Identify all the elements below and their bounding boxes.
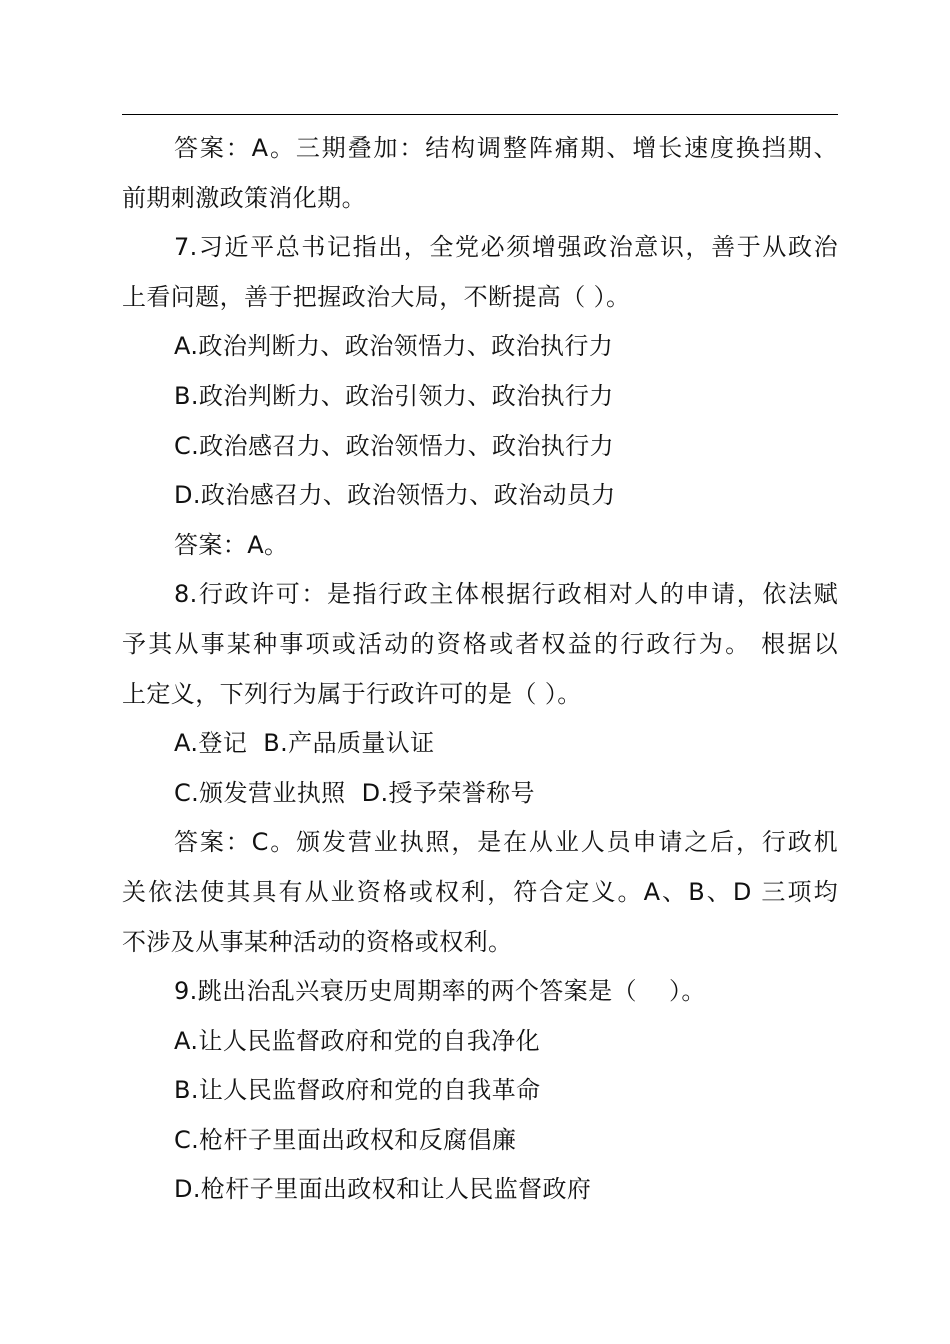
q6-answer [122, 124, 838, 223]
q8-stem-line-3: 上定义，下列行为属于行政许可的是（ ）。 [122, 679, 582, 708]
q6-answer-line-2: 前期刺激政策消化期。 [122, 183, 366, 212]
q7-stem-line-2: 上看问题，善于把握政治大局，不断提高（ ）。 [122, 282, 631, 311]
q8-stem [122, 570, 838, 719]
q9-stem: 9.跳出治乱兴衰历史周期率的两个答案是（ ）。 [174, 977, 706, 1006]
q7-answer: 答案：A。 [174, 530, 289, 559]
q9-option-d: D.枪杆子里面出政权和让人民监督政府 [174, 1175, 592, 1204]
document-body [122, 124, 838, 1215]
header-rule [122, 114, 838, 115]
q8-options-line-1: A.登记 B.产品质量认证 [174, 729, 435, 758]
q7-option-b: B.政治判断力、政治引领力、政治执行力 [174, 381, 614, 410]
q7-option-a: A.政治判断力、政治领悟力、政治执行力 [174, 332, 614, 361]
q7-stem [122, 223, 838, 322]
q9-option-b: B.让人民监督政府和党的自我革命 [174, 1076, 541, 1105]
q8-stem-line-2: 予其从事某种事项或活动的资格或者权益的行政行为。 根据以 [122, 629, 838, 658]
q9-option-c: C.枪杆子里面出政权和反腐倡廉 [174, 1125, 517, 1154]
q9-option-a: A.让人民监督政府和党的自我净化 [174, 1026, 541, 1055]
q6-answer-line-1: 答案：A。三期叠加：结构调整阵痛期、增长速度换挡期、 [174, 134, 838, 162]
q8-answer-line-2: 关依法使其具有从业资格或权利，符合定义。A、B、D 三项均 [122, 877, 838, 906]
q8-options-line-2: C.颁发营业执照 D.授予荣誉称号 [174, 778, 535, 807]
q7-option-c: C.政治感召力、政治领悟力、政治执行力 [174, 431, 614, 460]
q8-stem-line-1: 8.行政许可：是指行政主体根据行政相对人的申请，依法赋 [174, 580, 838, 609]
q8-answer-line-3: 不涉及从事某种活动的资格或权利。 [122, 927, 513, 956]
q8-answer-line-1: 答案：C。颁发营业执照，是在从业人员申请之后，行政机 [174, 828, 838, 857]
q8-answer [122, 818, 838, 967]
q7-option-d: D.政治感召力、政治领悟力、政治动员力 [174, 481, 616, 510]
q7-stem-line-1: 7.习近平总书记指出，全党必须增强政治意识，善于从政治 [174, 233, 838, 262]
